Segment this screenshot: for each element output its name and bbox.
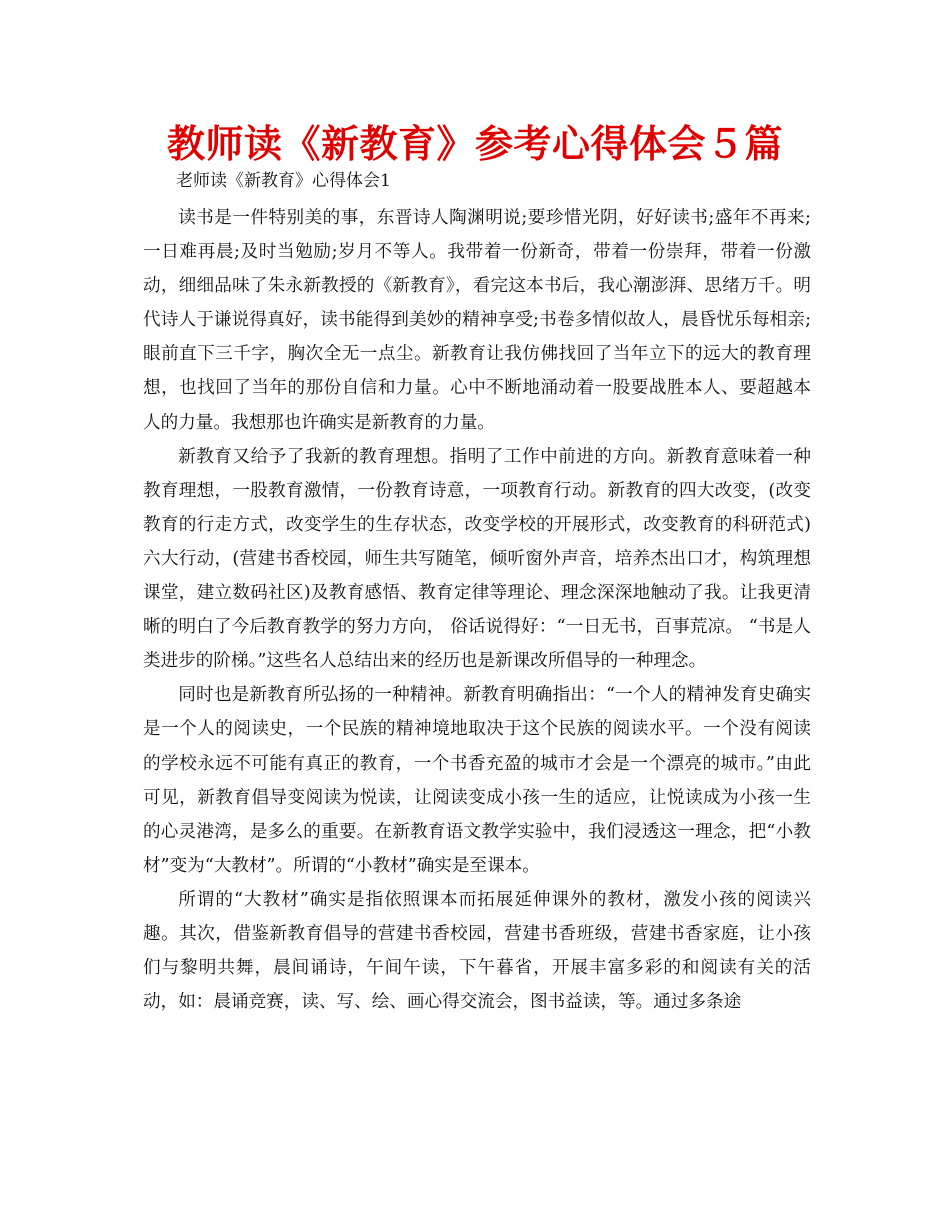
paragraph-4: 所谓的“大教材”确实是指依照课本而拓展延伸课外的教材，激发小孩的阅读兴趣。其次，借鉴新教育倡导的营建书香校园，营建书香班级，营建书香家庭，让小孩们与黎明共舞，晨间诵诗，午间午读，下午暮省，开展丰富多彩的和阅读有关的活动，如：晨诵竞赛，读、写、绘、画心得交流会，图书益读，等。通过多条途 [143,889,811,1013]
paragraph-3: 同时也是新教育所弘扬的一种精神。新教育明确指出：“一个人的精神发育史确实是一个人的阅读史，一个民族的精神境地取决于这个民族的阅读水平。一个没有阅读的学校永远不可能有真正的教育，一个书香充盈的城市才会是一个漂亮的城市。”由此可见，新教育倡导变阅读为悦读，让阅读变成小孩一生的适应，让悦读成为小孩一生的心灵港湾，是多么的重要。在新教育语文教学实验中，我们浸透这一理念，把“小教材”变为“大教材”。所谓的“小教材”确实是至课本。 [143,685,811,876]
document-body [143,201,811,1019]
document-title: 教师读《新教育》参考心得体会５篇 [166,122,783,166]
paragraph-2: 新教育又给予了我新的教育理想。指明了工作中前进的方向。新教育意味着一种教育理想，一股教育激情，一份教育诗意，一项教育行动。新教育的四大改变，(改变教育的行走方式，改变学生的生存状态，改变学校的开展形式，改变教育的科研范式)六大行动，(营建书香校园，师生共写随笔，倾听窗外声音，培养杰出口才，构筑理想课堂，建立数码社区)及教育感悟、教育定律等理论、理念深深地触动了我。让我更清晰的明白了今后教育教学的努力方向， 俗话说得好：“一日无书，百事荒凉。 “书是人类进步的阶梯。”这些名人总结出来的经历也是新课改所倡导的一种理念。 [143,446,811,672]
section-heading: 老师读《新教育》心得体会1 [176,171,391,191]
paragraph-1: 读书是一件特别美的事，东晋诗人陶渊明说;要珍惜光阴，好好读书;盛年不再来;一日难再晨;及时当勉励;岁月不等人。我带着一份新奇，带着一份崇拜，带着一份激动，细细品味了朱永新教授的《新教育》，看完这本书后，我心潮澎湃、思绪万千。明代诗人于谦说得真好，读书能得到美妙的精神享受;书卷多情似故人，晨昏忧乐每相亲;眼前直下三千字，胸次全无一点尘。新教育让我仿佛找回了当年立下的远大的教育理想，也找回了当年的那份自信和力量。心中不断地涌动着一股要战胜本人、要超越本人的力量。我想那也许确实是新教育的力量。 [143,208,811,433]
